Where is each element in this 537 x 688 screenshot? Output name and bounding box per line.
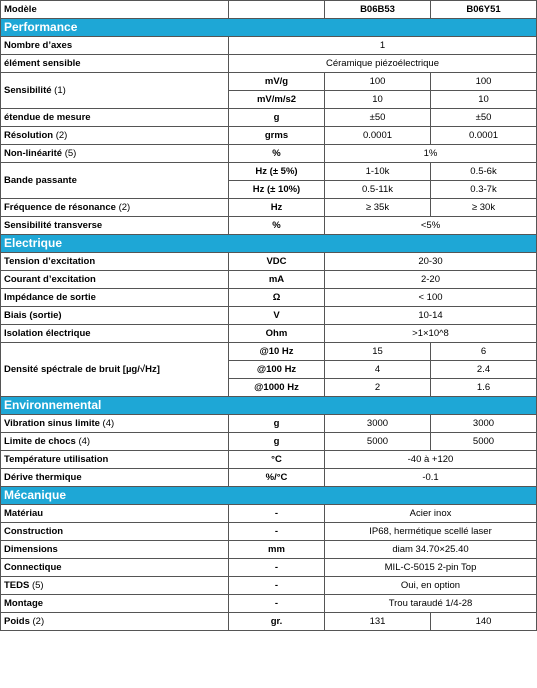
row-bande-passante [1, 163, 537, 181]
row-resolution [1, 127, 537, 145]
row-unit: @1000 Hz [229, 379, 325, 397]
row-sensibilite [1, 73, 537, 91]
row-unit: - [229, 595, 325, 613]
row-label: Tension d’excitation [1, 253, 229, 271]
row-unit: gr. [229, 613, 325, 631]
row-unit: @10 Hz [229, 343, 325, 361]
row-value-b06y51: 10 [431, 91, 537, 109]
row-unit: % [229, 145, 325, 163]
row-value-b06b53: 3000 [325, 415, 431, 433]
row-value-b06y51: 100 [431, 73, 537, 91]
row-value-b06y51: ≥ 30k [431, 199, 537, 217]
row-unit: - [229, 505, 325, 523]
row-value: MIL-C-5015 2-pin Top [325, 559, 537, 577]
row-value: Céramique piézoélectrique [229, 55, 537, 73]
row-value-b06b53: ±50 [325, 109, 431, 127]
row-label: Densité spéctrale de bruit [µg/√Hz] [1, 343, 229, 397]
footnote-ref: (5) [31, 580, 44, 591]
row-value: -40 à +120 [325, 451, 537, 469]
row-value-b06y51: 140 [431, 613, 537, 631]
row-label: Dimensions [1, 541, 229, 559]
row-unit: Hz (± 10%) [229, 181, 325, 199]
row-unit: g [229, 415, 325, 433]
row-teds [1, 577, 537, 595]
row-label: Poids (2) [1, 613, 229, 631]
row-value: Oui, en option [325, 577, 537, 595]
model-b06y51: B06Y51 [431, 1, 537, 19]
row-unit: g [229, 109, 325, 127]
row-label: Limite de chocs (4) [1, 433, 229, 451]
row-unit: - [229, 577, 325, 595]
row-value-b06b53: 0.5-11k [325, 181, 431, 199]
row-label: étendue de mesure [1, 109, 229, 127]
header-row [1, 1, 537, 19]
footnote-ref: (1) [54, 85, 66, 96]
footnote-ref: (2) [32, 616, 45, 627]
row-unit: grms [229, 127, 325, 145]
row-unit: °C [229, 451, 325, 469]
row-unit: %/°C [229, 469, 325, 487]
row-poids [1, 613, 537, 631]
row-nombre-axes [1, 37, 537, 55]
row-tension [1, 253, 537, 271]
section-electrique: Electrique [1, 235, 537, 253]
row-label: Bande passante [1, 163, 229, 199]
row-courant [1, 271, 537, 289]
footnote-ref: (5) [64, 148, 77, 159]
row-value-b06y51: 5000 [431, 433, 537, 451]
row-label: Température utilisation [1, 451, 229, 469]
row-value: -0.1 [325, 469, 537, 487]
row-label: Vibration sinus limite (4) [1, 415, 229, 433]
row-transverse [1, 217, 537, 235]
row-non-linearite [1, 145, 537, 163]
row-vibration [1, 415, 537, 433]
footnote-ref: (2) [55, 130, 68, 141]
footnote-ref: (2) [118, 202, 131, 213]
row-value: < 100 [325, 289, 537, 307]
row-value: 20-30 [325, 253, 537, 271]
row-value-b06b53: 15 [325, 343, 431, 361]
row-value: diam 34.70×25.40 [325, 541, 537, 559]
row-label: Résolution (2) [1, 127, 229, 145]
row-unit: Hz (± 5%) [229, 163, 325, 181]
row-chocs [1, 433, 537, 451]
row-temperature [1, 451, 537, 469]
row-unit: mV/g [229, 73, 325, 91]
row-label: Sensibilité (1) [1, 73, 229, 109]
row-label: Impédance de sortie [1, 289, 229, 307]
row-label: Nombre d’axes [1, 37, 229, 55]
row-biais [1, 307, 537, 325]
row-label: Sensibilité transverse [1, 217, 229, 235]
row-value: 1% [325, 145, 537, 163]
row-value: >1×10^8 [325, 325, 537, 343]
row-value-b06b53: ≥ 35k [325, 199, 431, 217]
row-isolation [1, 325, 537, 343]
row-value: Trou taraudé 1/4-28 [325, 595, 537, 613]
row-value-b06b53: 2 [325, 379, 431, 397]
row-value: <5% [325, 217, 537, 235]
row-label: Matériau [1, 505, 229, 523]
row-derive [1, 469, 537, 487]
row-label: élément sensible [1, 55, 229, 73]
footnote-ref: (4) [78, 436, 91, 447]
row-label: Biais (sortie) [1, 307, 229, 325]
row-unit: mm [229, 541, 325, 559]
row-unit: - [229, 523, 325, 541]
row-unit: Ohm [229, 325, 325, 343]
row-bruit [1, 343, 537, 361]
row-value-b06b53: 100 [325, 73, 431, 91]
row-value: 2-20 [325, 271, 537, 289]
row-unit: mA [229, 271, 325, 289]
row-unit: VDC [229, 253, 325, 271]
row-value-b06b53: 4 [325, 361, 431, 379]
row-unit: - [229, 559, 325, 577]
section-mecanique: Mécanique [1, 487, 537, 505]
row-value-b06y51: 0.5-6k [431, 163, 537, 181]
row-value-b06b53: 1-10k [325, 163, 431, 181]
header-unit-cell [229, 1, 325, 19]
row-label: Connectique [1, 559, 229, 577]
row-label: Construction [1, 523, 229, 541]
row-unit: V [229, 307, 325, 325]
row-unit: @100 Hz [229, 361, 325, 379]
row-label: TEDS (5) [1, 577, 229, 595]
row-value: IP68, hermétique scellé laser [325, 523, 537, 541]
row-value-b06y51: 0.3-7k [431, 181, 537, 199]
row-label: Courant d’excitation [1, 271, 229, 289]
row-value-b06b53: 10 [325, 91, 431, 109]
row-value-b06y51: 1.6 [431, 379, 537, 397]
row-unit: Hz [229, 199, 325, 217]
row-label: Fréquence de résonance (2) [1, 199, 229, 217]
section-performance: Performance [1, 19, 537, 37]
section-environnemental: Environnemental [1, 397, 537, 415]
row-label: Dérive thermique [1, 469, 229, 487]
row-unit: mV/m/s2 [229, 91, 325, 109]
row-value-b06b53: 0.0001 [325, 127, 431, 145]
row-label: Montage [1, 595, 229, 613]
row-resonance [1, 199, 537, 217]
row-materiau [1, 505, 537, 523]
model-b06b53: B06B53 [325, 1, 431, 19]
row-unit: % [229, 217, 325, 235]
row-value-b06b53: 5000 [325, 433, 431, 451]
row-element-sensible [1, 55, 537, 73]
row-label: Isolation électrique [1, 325, 229, 343]
row-value: 10-14 [325, 307, 537, 325]
row-value-b06y51: ±50 [431, 109, 537, 127]
row-value-b06y51: 0.0001 [431, 127, 537, 145]
row-dimensions [1, 541, 537, 559]
row-unit: g [229, 433, 325, 451]
row-value-b06y51: 2.4 [431, 361, 537, 379]
row-unit: Ω [229, 289, 325, 307]
row-etendue [1, 109, 537, 127]
row-value-b06b53: 131 [325, 613, 431, 631]
footnote-ref: (4) [102, 418, 115, 429]
row-value: Acier inox [325, 505, 537, 523]
model-label: Modèle [1, 1, 229, 19]
row-impedance [1, 289, 537, 307]
row-construction [1, 523, 537, 541]
row-value: 1 [229, 37, 537, 55]
row-label: Non-linéarité (5) [1, 145, 229, 163]
row-connectique [1, 559, 537, 577]
row-value-b06y51: 3000 [431, 415, 537, 433]
row-value-b06y51: 6 [431, 343, 537, 361]
row-montage [1, 595, 537, 613]
